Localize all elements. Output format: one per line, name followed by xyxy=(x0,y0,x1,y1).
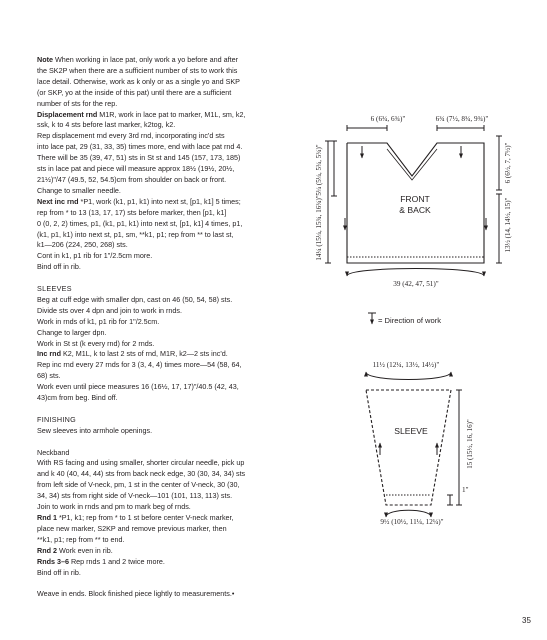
text-line: lace detail. Otherwise, work as k only or as a single yo and SKP xyxy=(37,76,240,86)
neckband-heading: Neckband xyxy=(37,447,70,457)
sleeve-label: SLEEVE xyxy=(394,426,428,436)
text-line: 0 (0, 2, 2) times, p1, (k1, p1, k1) into next st, [p1, k1] 4 times, p1, xyxy=(37,218,243,228)
front-label-line2: & BACK xyxy=(399,205,431,215)
text-line: Work in rnds of k1, p1 rib for 1"/2.5cm. xyxy=(37,316,160,326)
text-line: Rep inc rnd every 27 rnds for 3 (3, 4, 4) times more—54 (58, 64, xyxy=(37,360,242,370)
text-line: Work even until piece measures 16 (16½, 17, 17)"/40.5 (42, 43, xyxy=(37,382,239,392)
text-line: into lace pat, 29 (31, 33, 35) times more, end with lace pat rnd 4. xyxy=(37,142,243,152)
rnd-1: Rnd 1 *P1, k1; rep from * to 1 st before center V-neck marker, xyxy=(37,513,234,523)
text-line: 34, 34) sts from right side of V-neck—101 (101, 113, 113) sts. xyxy=(37,491,233,501)
text-line: sts in lace pat and piece will measure approx 18½ (19½, 20½, xyxy=(37,164,235,174)
displacement-rnd: Displacement rnd M1R, work in lace pat to marker, M1L, sm, k2, xyxy=(37,109,246,119)
front-left-dimension xyxy=(325,141,337,263)
text-line: number of sts for the rep. xyxy=(37,98,118,108)
text-line: rep from * to 13 (13, 17, 17) sts before marker, then [p1, k1] xyxy=(37,207,227,217)
inc-rnd: Inc rnd K2, M1L, k to last 2 sts of rnd, M1R, k2—2 sts inc'd. xyxy=(37,349,228,359)
text-line: Join to work in rnds and pm to mark beg of rnds. xyxy=(37,502,191,512)
text-line: (or SKP, yo at the inside of this pat) until there are a sufficient xyxy=(37,87,232,97)
sleeve-outline xyxy=(366,390,451,505)
text-line: 21½)"/47 (49.5, 52, 54.5)cm from shoulder on back or front. xyxy=(37,174,227,184)
sleeve-diagram xyxy=(366,372,462,517)
direction-legend xyxy=(368,313,441,325)
text-line: Work in St st (k every rnd) for 2 rnds. xyxy=(37,338,155,348)
text-line: There will be 35 (39, 47, 51) sts in St st and 145 (157, 173, 185) xyxy=(37,153,241,163)
text-line: With RS facing and using smaller, shorter circular needle, pick up xyxy=(37,458,245,468)
next-inc-rnd: Next inc rnd *P1, work (k1, p1, k1) into next st, [p1, k1] 5 times; xyxy=(37,196,241,206)
text-line: 68) sts. xyxy=(37,371,61,381)
note-label: Note xyxy=(37,55,53,64)
sleeve-top-width-arrow xyxy=(366,372,451,380)
text-line: Rep displacement rnd every 3rd rnd, incorporating inc'd sts xyxy=(37,131,225,141)
front-bottom-width-label: 39 (42, 47, 51)" xyxy=(393,280,439,288)
text-line: Cont in k1, p1 rib for 1"/2.5cm more. xyxy=(37,251,153,261)
text-line: Change to smaller needle. xyxy=(37,185,121,195)
sleeve-top-width-label: 11½ (12¼, 13½, 14½)" xyxy=(372,361,440,369)
rnds-3-6: Rnds 3–6 Rep rnds 1 and 2 twice more. xyxy=(37,556,165,566)
left-total-height-label: 14¼ (15¼, 15¾, 16¾)" xyxy=(315,195,323,261)
text-line: Beg at cuff edge with smaller dpn, cast on 46 (50, 54, 58) sts. xyxy=(37,294,233,304)
sleeve-cuff-height-label: 1" xyxy=(462,486,469,494)
sleeve-bottom-width-arrow xyxy=(386,510,431,517)
sleeve-height-dimension xyxy=(447,390,462,505)
right-upper-height-label: 6 (6½, 7, 7½)" xyxy=(504,142,512,184)
text-line: **k1, p1; rep from ** to end. xyxy=(37,534,125,544)
text-line: and k 40 (40, 44, 44) sts from back neck edge, 30 (30, 34, 34) sts xyxy=(37,469,246,479)
text-line: Sew sleeves into armhole openings. xyxy=(37,425,153,435)
text-line: 43)cm from beg. Bind off. xyxy=(37,393,118,403)
top-left-width-label: 6 (6¾, 6¾)" xyxy=(370,115,406,123)
rnd-2: Rnd 2 Work even in rib. xyxy=(37,545,113,555)
text-line: Divide sts over 4 dpn and join to work in rnds. xyxy=(37,305,183,315)
text-line: k1—206 (224, 250, 268) sts. xyxy=(37,240,128,250)
page-number: 35 xyxy=(522,616,531,625)
right-lower-height-label: 13½ (14, 14½, 15)" xyxy=(504,197,512,253)
left-upper-height-label: 5¼ (5¼, 5¾, 5¾)" xyxy=(315,144,323,196)
sleeves-heading: SLEEVES xyxy=(37,284,72,294)
text-line: Bind off in rib. xyxy=(37,567,81,577)
text-line: (k1, p1, k1) into next st, p1, sm, **k1, p1; rep from ** to last st, xyxy=(37,229,234,239)
front-label-line1: FRONT xyxy=(400,194,430,204)
top-right-width-label: 6¾ (7½, 8¾, 9¾)" xyxy=(435,115,489,123)
finishing-heading: FINISHING xyxy=(37,414,77,424)
front-right-dimension xyxy=(496,136,502,263)
note-paragraph: Note When working in lace pat, only work a yo before and after xyxy=(37,55,238,64)
text-line: place new marker, S2KP and remove previous marker, then xyxy=(37,523,227,533)
sleeve-bottom-width-label: 9½ (10½, 11¼, 12¼)" xyxy=(380,518,444,526)
text-line: from left side of V-neck, pm, 1 st in the center of V-neck, 30 (30, xyxy=(37,480,240,490)
text-line: ssk, k to 4 sts before last marker, k2tog, k2. xyxy=(37,120,176,130)
final-line: Weave in ends. Block finished piece lightly to measurements.• xyxy=(37,589,235,599)
legend-text: = Direction of work xyxy=(378,316,442,325)
front-top-width-dimension xyxy=(347,125,484,131)
front-bottom-width-arrow xyxy=(347,269,484,277)
text-line: the SK2P when there are a sufficient number of sts to work this xyxy=(37,65,238,75)
text-line: Change to larger dpn. xyxy=(37,327,107,337)
text-line: Bind off in rib. xyxy=(37,262,81,272)
sleeve-height-label: 15 (15½, 16, 16)" xyxy=(466,419,474,469)
